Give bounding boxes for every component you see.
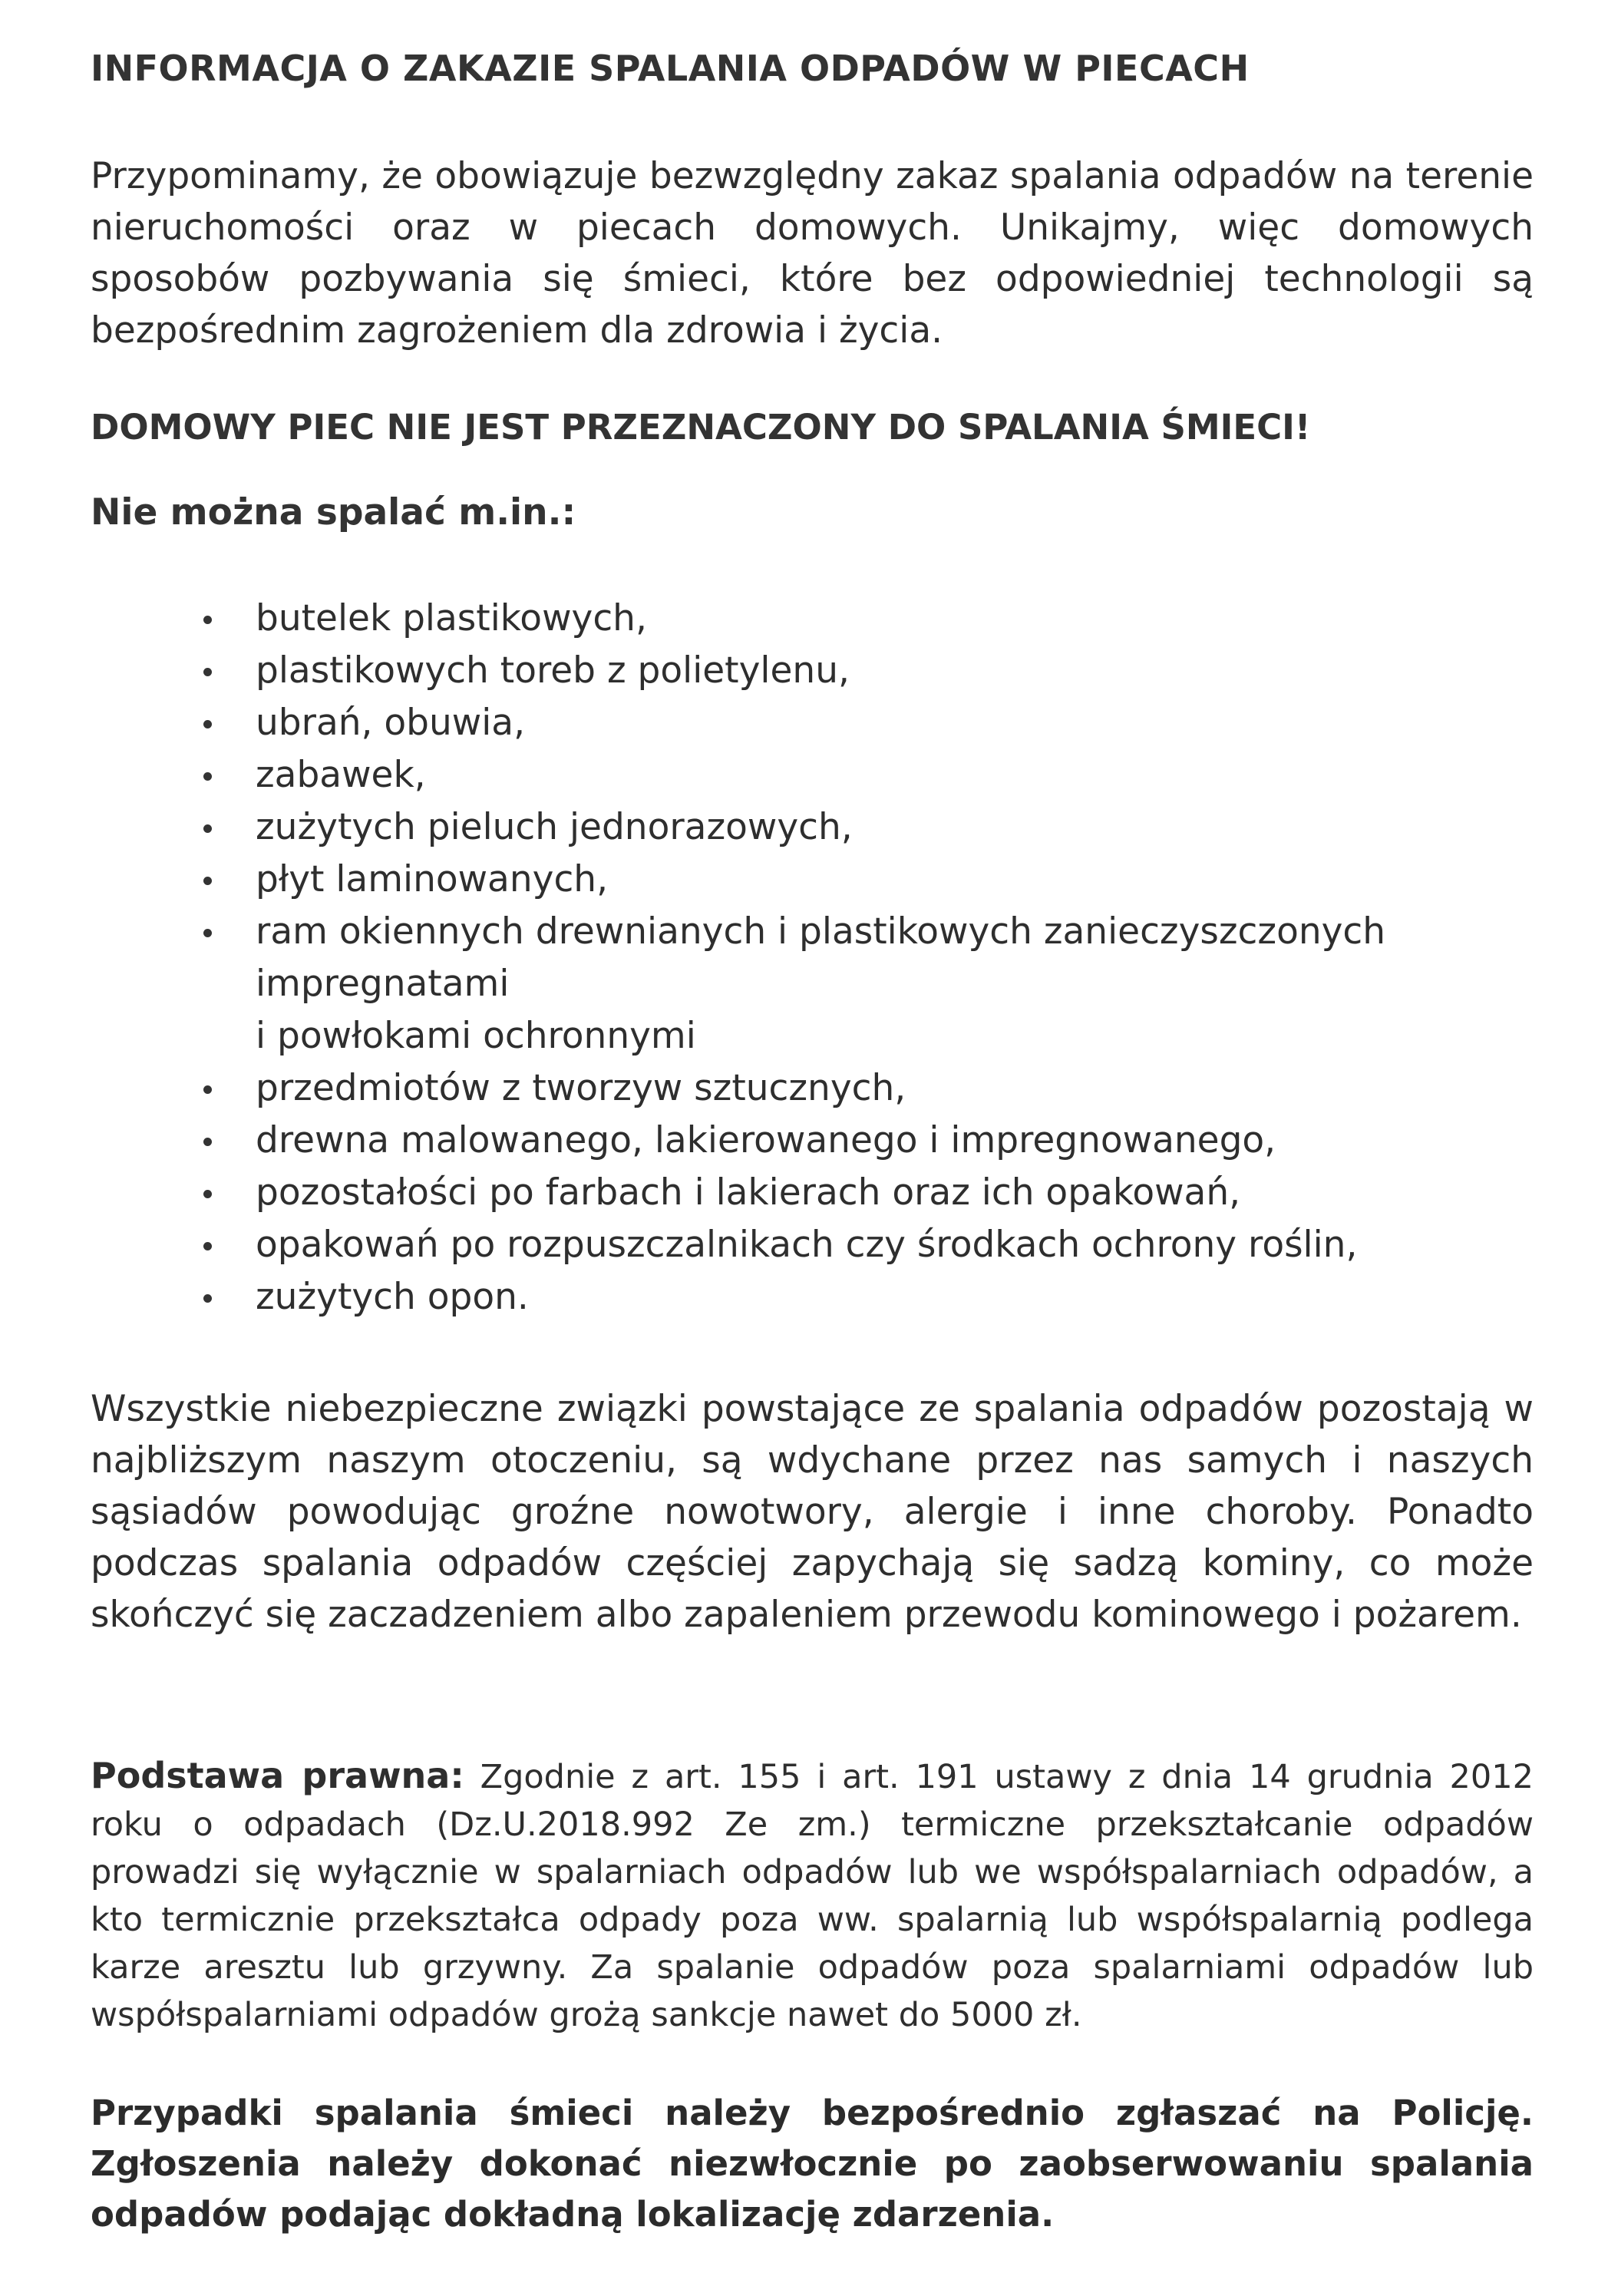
- bullet-icon: [203, 877, 212, 885]
- list-item-text: zużytych pieluch jednorazowych,: [256, 806, 853, 848]
- list-item: [91, 593, 1534, 645]
- list-item: [91, 1271, 1534, 1323]
- bullet-icon: [203, 1294, 212, 1303]
- document-title: INFORMACJA O ZAKAZIE SPALANIA ODPADÓW W PIECACH: [91, 48, 1250, 89]
- list-item: [91, 801, 1534, 854]
- list-item: [91, 854, 1534, 906]
- bullet-icon: [203, 929, 212, 937]
- report-instruction: Zgłoszenia należy dokonać niezwłocznie po zaobserwowaniu spalania odpadów podając dokładną lokalizację zdarzenia.: [91, 2143, 1534, 2235]
- bullet-icon: [203, 1138, 212, 1146]
- list-item: [91, 1167, 1534, 1219]
- list-item: [91, 1062, 1534, 1115]
- report-notice: Przypadki spalania śmieci należy bezpośrednio zgłaszać na Policję.: [91, 2093, 1534, 2133]
- bullet-icon: [203, 824, 212, 833]
- list-item: [91, 697, 1534, 749]
- legal-basis-text: Zgodnie z art. 155 i art. 191 ustawy z dnia 14 grudnia 2012 roku o odpadach (Dz.U.2018.992 Ze zm.) termiczne przekształcanie odpadów prowadzi się wyłącznie w spalarniach odpadów lub we współspalarniach odpadów, a kto termicznie przekształca odpady poza ww. spalarnią lub współspalarnią podlega karze aresztu lub grzywny. Za spalanie odpadów poza spalarniami odpadów lub współspalarniami odpadów grożą sankcje nawet do 5000 zł.: [91, 1758, 1534, 2034]
- list-item: [91, 645, 1534, 697]
- list-item-text: opakowań po rozpuszczalnikach czy środkach ochrony roślin,: [256, 1224, 1358, 1266]
- list-item: [91, 1219, 1534, 1271]
- list-item-text: i powłokami ochronnymi: [256, 1015, 696, 1057]
- legal-basis-paragraph: [91, 1752, 1534, 2039]
- list-item-text: pozostałości po farbach i lakierach oraz ich opakowań,: [256, 1171, 1241, 1214]
- legal-basis-label: Podstawa prawna:: [91, 1755, 464, 1796]
- list-item-text: przedmiotów z tworzyw sztucznych,: [256, 1067, 906, 1109]
- list-item-continuation: [91, 1010, 1534, 1062]
- list-item-text: drewna malowanego, lakierowanego i impregnowanego,: [256, 1119, 1276, 1161]
- effects-paragraph: Wszystkie niebezpieczne związki powstające ze spalania odpadów pozostają w najbliższym naszym otoczeniu, są wdychane przez nas samych i naszych sąsiadów powodując groźne nowotwory, alergie i inne choroby. Ponadto podczas spalania odpadów częściej zapychają się sadzą kominy, co może skończyć się zaczadzeniem albo zapaleniem przewodu kominowego i pożarem.: [91, 1388, 1534, 1636]
- list-item-text: zużytych opon.: [256, 1276, 529, 1318]
- bullet-icon: [203, 720, 212, 728]
- bullet-icon: [203, 1242, 212, 1250]
- list-item-text: ubrań, obuwia,: [256, 702, 526, 744]
- list-item: [91, 749, 1534, 801]
- bullet-icon: [203, 668, 212, 676]
- list-item-text: zabawek,: [256, 754, 426, 796]
- list-item: [91, 906, 1534, 1010]
- list-item-text: płyt laminowanych,: [256, 858, 609, 900]
- prohibited-items-list: [91, 593, 1534, 1323]
- list-item-text: butelek plastikowych,: [256, 597, 647, 639]
- list-item: [91, 1115, 1534, 1167]
- warning-heading: DOMOWY PIEC NIE JEST PRZEZNACZONY DO SPALANIA ŚMIECI!: [91, 407, 1311, 448]
- report-paragraph: [91, 2088, 1534, 2240]
- bullet-icon: [203, 1085, 212, 1094]
- bullet-icon: [203, 1190, 212, 1198]
- bullet-icon: [203, 616, 212, 624]
- list-item-text: plastikowych toreb z polietylenu,: [256, 649, 850, 692]
- intro-paragraph: Przypominamy, że obowiązuje bezwzględny zakaz spalania odpadów na terenie nieruchomości oraz w piecach domowych. Unikajmy, więc domowych sposobów pozbywania się śmieci, które bez odpowiedniej technologii są bezpośrednim zagrożeniem dla zdrowia i życia.: [91, 155, 1534, 352]
- bullet-icon: [203, 772, 212, 781]
- list-heading: Nie można spalać m.in.:: [91, 491, 576, 534]
- list-item-text: ram okiennych drewnianych i plastikowych zanieczyszczonych impregnatami: [256, 910, 1386, 1005]
